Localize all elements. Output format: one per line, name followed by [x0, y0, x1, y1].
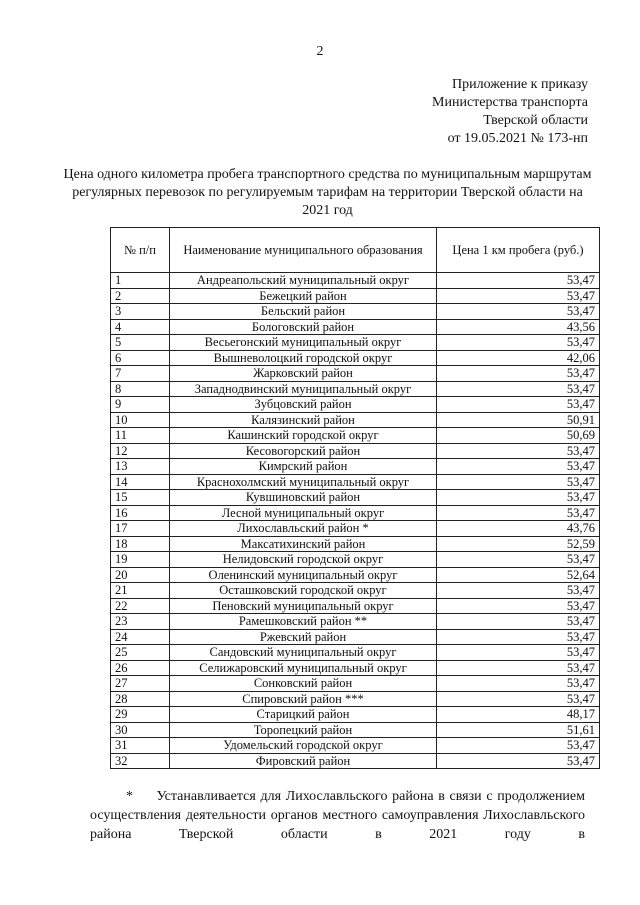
cell-price: 52,59 — [437, 536, 600, 552]
cell-num: 16 — [111, 505, 170, 521]
cell-price: 53,47 — [437, 459, 600, 475]
cell-num: 31 — [111, 738, 170, 754]
cell-price: 53,47 — [437, 660, 600, 676]
cell-num: 10 — [111, 412, 170, 428]
cell-num: 22 — [111, 598, 170, 614]
cell-price: 53,47 — [437, 614, 600, 630]
cell-num: 20 — [111, 567, 170, 583]
cell-num: 21 — [111, 583, 170, 599]
cell-name: Калязинский район — [170, 412, 437, 428]
table-row — [111, 691, 600, 707]
table-row — [111, 459, 600, 475]
cell-num: 26 — [111, 660, 170, 676]
table-row — [111, 676, 600, 692]
table-row — [111, 350, 600, 366]
cell-name: Спировский район *** — [170, 691, 437, 707]
appendix-line-2: Министерства транспорта — [432, 95, 588, 110]
cell-price: 53,47 — [437, 288, 600, 304]
table-row — [111, 505, 600, 521]
cell-num: 9 — [111, 397, 170, 413]
table-row — [111, 288, 600, 304]
table-row — [111, 552, 600, 568]
table-row — [111, 629, 600, 645]
table-row — [111, 412, 600, 428]
cell-name: Лесной муниципальный округ — [170, 505, 437, 521]
cell-num: 28 — [111, 691, 170, 707]
cell-name: Ржевский район — [170, 629, 437, 645]
cell-num: 6 — [111, 350, 170, 366]
cell-num: 2 — [111, 288, 170, 304]
cell-num: 11 — [111, 428, 170, 444]
header-price: Цена 1 км пробега (руб.) — [437, 228, 600, 273]
cell-name: Фировский район — [170, 753, 437, 769]
cell-name: Лихославльский район * — [170, 521, 437, 537]
table-row — [111, 319, 600, 335]
table-body — [111, 273, 600, 769]
cell-num: 8 — [111, 381, 170, 397]
table-row — [111, 304, 600, 320]
table-row — [111, 521, 600, 537]
cell-price: 53,47 — [437, 583, 600, 599]
cell-price: 53,47 — [437, 505, 600, 521]
cell-name: Андреапольский муниципальный округ — [170, 273, 437, 289]
cell-price: 53,47 — [437, 691, 600, 707]
cell-price: 53,47 — [437, 335, 600, 351]
cell-num: 30 — [111, 722, 170, 738]
cell-num: 32 — [111, 753, 170, 769]
cell-name: Рамешковский район ** — [170, 614, 437, 630]
table-row — [111, 335, 600, 351]
cell-num: 13 — [111, 459, 170, 475]
cell-price: 53,47 — [437, 598, 600, 614]
cell-name: Оленинский муниципальный округ — [170, 567, 437, 583]
cell-name: Бежецкий район — [170, 288, 437, 304]
cell-name: Торопецкий район — [170, 722, 437, 738]
cell-price: 53,47 — [437, 304, 600, 320]
cell-num: 27 — [111, 676, 170, 692]
cell-price: 48,17 — [437, 707, 600, 723]
table-row — [111, 428, 600, 444]
cell-price: 53,47 — [437, 645, 600, 661]
appendix-line-3: Тверской области — [483, 113, 588, 128]
table-row — [111, 474, 600, 490]
header-num: № п/п — [111, 228, 170, 273]
cell-name: Зубцовский район — [170, 397, 437, 413]
cell-name: Весьегонский муниципальный округ — [170, 335, 437, 351]
table-row — [111, 366, 600, 382]
cell-name: Нелидовский городской округ — [170, 552, 437, 568]
table-header-row — [111, 228, 600, 273]
table-row — [111, 583, 600, 599]
footnote-marker: * — [126, 789, 133, 804]
cell-num: 12 — [111, 443, 170, 459]
table-row — [111, 598, 600, 614]
cell-price: 53,47 — [437, 738, 600, 754]
cell-price: 53,47 — [437, 443, 600, 459]
appendix-block — [432, 76, 588, 148]
cell-name: Максатихинский район — [170, 536, 437, 552]
cell-num: 23 — [111, 614, 170, 630]
appendix-line-4: от 19.05.2021 № 173-нп — [447, 131, 588, 146]
table-row — [111, 443, 600, 459]
cell-name: Сандовский муниципальный округ — [170, 645, 437, 661]
cell-num: 17 — [111, 521, 170, 537]
cell-name: Жарковский район — [170, 366, 437, 382]
cell-name: Бологовский район — [170, 319, 437, 335]
cell-price: 42,06 — [437, 350, 600, 366]
table-row — [111, 273, 600, 289]
cell-price: 43,56 — [437, 319, 600, 335]
cell-name: Кимрский район — [170, 459, 437, 475]
cell-num: 5 — [111, 335, 170, 351]
table-row — [111, 490, 600, 506]
cell-price: 53,47 — [437, 474, 600, 490]
cell-name: Бельский район — [170, 304, 437, 320]
cell-num: 18 — [111, 536, 170, 552]
cell-name: Кашинский городской округ — [170, 428, 437, 444]
cell-price: 50,69 — [437, 428, 600, 444]
page-number: 2 — [316, 44, 324, 59]
cell-name: Кесовогорский район — [170, 443, 437, 459]
cell-num: 14 — [111, 474, 170, 490]
cell-name: Селижаровский муниципальный округ — [170, 660, 437, 676]
table-row — [111, 660, 600, 676]
cell-num: 24 — [111, 629, 170, 645]
cell-num: 1 — [111, 273, 170, 289]
cell-name: Сонковский район — [170, 676, 437, 692]
header-name: Наименование муниципального образования — [170, 228, 437, 273]
cell-name: Краснохолмский муниципальный округ — [170, 474, 437, 490]
table-row — [111, 536, 600, 552]
table-row — [111, 707, 600, 723]
cell-price: 53,47 — [437, 273, 600, 289]
cell-price: 53,47 — [437, 753, 600, 769]
cell-price: 50,91 — [437, 412, 600, 428]
document-title: Цена одного километра пробега транспортного средства по муниципальным маршрутам регулярных перевозок по регулируемым тарифам на территории Тверской области на 2021 год — [63, 167, 592, 218]
cell-num: 4 — [111, 319, 170, 335]
cell-price: 53,47 — [437, 629, 600, 645]
cell-price: 43,76 — [437, 521, 600, 537]
cell-price: 53,47 — [437, 366, 600, 382]
table-row — [111, 397, 600, 413]
cell-price: 53,47 — [437, 676, 600, 692]
table-row — [111, 753, 600, 769]
footnote — [90, 787, 585, 844]
cell-num: 7 — [111, 366, 170, 382]
footnote-text: Устанавливается для Лихославльского района в связи с продолжением осуществления деятельности органов местного самоуправления Лихославльского района Тверской области в 2021 году в — [90, 789, 586, 842]
cell-price: 53,47 — [437, 490, 600, 506]
cell-price: 52,64 — [437, 567, 600, 583]
cell-name: Осташковский городской округ — [170, 583, 437, 599]
cell-num: 15 — [111, 490, 170, 506]
cell-name: Удомельский городской округ — [170, 738, 437, 754]
cell-price: 51,61 — [437, 722, 600, 738]
cell-num: 25 — [111, 645, 170, 661]
cell-num: 29 — [111, 707, 170, 723]
table-row — [111, 645, 600, 661]
table-row — [111, 614, 600, 630]
cell-price: 53,47 — [437, 381, 600, 397]
cell-num: 3 — [111, 304, 170, 320]
cell-name: Вышневолоцкий городской округ — [170, 350, 437, 366]
cell-price: 53,47 — [437, 397, 600, 413]
cell-name: Кувшиновский район — [170, 490, 437, 506]
cell-name: Пеновский муниципальный округ — [170, 598, 437, 614]
table-row — [111, 722, 600, 738]
table-row — [111, 381, 600, 397]
cell-name: Старицкий район — [170, 707, 437, 723]
table-row — [111, 567, 600, 583]
price-table — [110, 227, 600, 769]
table-row — [111, 738, 600, 754]
appendix-line-1: Приложение к приказу — [452, 77, 588, 92]
cell-name: Западнодвинский муниципальный округ — [170, 381, 437, 397]
cell-num: 19 — [111, 552, 170, 568]
cell-price: 53,47 — [437, 552, 600, 568]
